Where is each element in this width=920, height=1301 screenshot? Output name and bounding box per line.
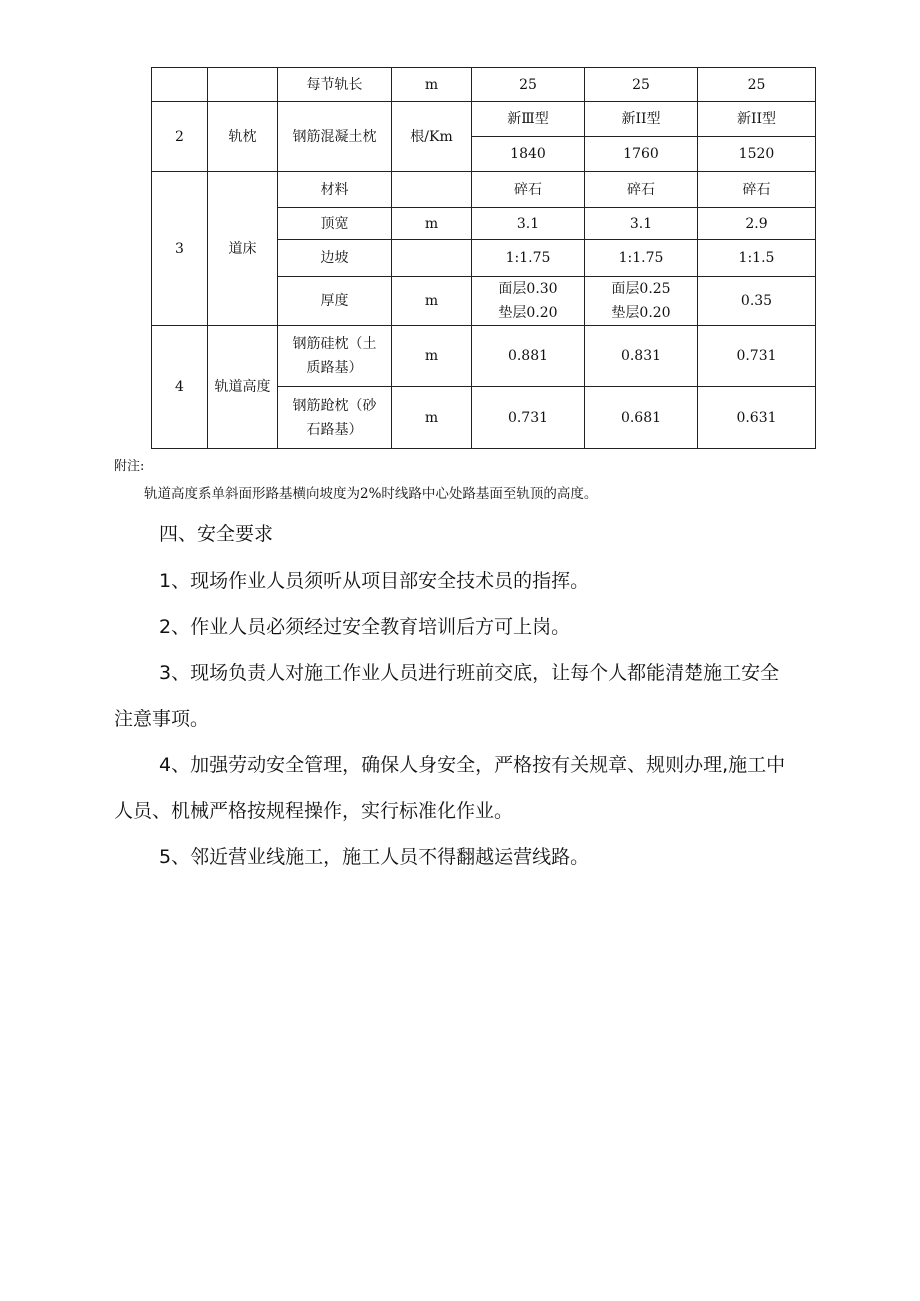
table-cell: 道床 (208, 172, 278, 326)
table-cell: 碎石 (698, 172, 816, 208)
table-cell: 1:1.75 (585, 240, 698, 277)
table-cell: 3.1 (585, 208, 698, 240)
section-heading (114, 511, 874, 557)
table-cell (278, 387, 392, 449)
table-cell: m (392, 208, 472, 240)
requirement-text-line2: 注意事项。 (114, 708, 210, 730)
requirement-text-line1: 4、加强劳动安全管理，确保人身安全，严格按有关规章、规则办理,施工中 (159, 754, 786, 776)
table-cell: 0.35 (698, 277, 816, 326)
table-cell (392, 172, 472, 208)
table-cell (152, 68, 208, 102)
table-row-track-height-soil (152, 326, 816, 387)
table-cell: 25 (585, 68, 698, 102)
table-cell: 钢筋混凝土枕 (278, 102, 392, 172)
table-cell: 0.631 (698, 387, 816, 449)
table-cell: 轨道高度 (208, 326, 278, 449)
table-cell (472, 277, 585, 326)
table-row-rail-length (152, 68, 816, 102)
table-cell: 2 (152, 102, 208, 172)
table-row-ballast-material (152, 172, 816, 208)
requirement-text-line1: 3、现场负责人对施工作业人员进行班前交底，让每个人都能清楚施工安全 (159, 662, 780, 684)
table-cell: 1:1.5 (698, 240, 816, 277)
table-cell: 0.731 (698, 326, 816, 387)
table-cell: 25 (698, 68, 816, 102)
table-cell: 材料 (278, 172, 392, 208)
note-title: 附注: (114, 459, 145, 474)
cell-line: 面层0.25 (611, 281, 671, 297)
table-cell: 3 (152, 172, 208, 326)
cell-line: 石路基） (306, 421, 363, 438)
table-cell: 根/Km (392, 102, 472, 172)
table-cell: 顶宽 (278, 208, 392, 240)
requirement-text: 2、作业人员必须经过安全教育培训后方可上岗。 (159, 616, 571, 638)
requirement-item-4 (114, 742, 874, 834)
table-cell: 3.1 (472, 208, 585, 240)
table-cell: 1760 (585, 137, 698, 172)
table-cell: m (392, 326, 472, 387)
table-cell: 25 (472, 68, 585, 102)
table-cell: 新Ⅲ型 (472, 102, 585, 137)
note-body: 轨道高度系单斜面形路基横向坡度为2%时线路中心处路基面至轨顶的高度。 (144, 486, 598, 502)
table-cell: 边坡 (278, 240, 392, 277)
requirement-item-1 (114, 558, 874, 604)
table-cell (278, 326, 392, 387)
table-cell: 0.881 (472, 326, 585, 387)
cell-line: 垫层0.20 (611, 305, 671, 321)
table-cell (392, 240, 472, 277)
requirement-text: 5、邻近营业线施工，施工人员不得翻越运营线路。 (159, 846, 590, 868)
table-cell: 1840 (472, 137, 585, 172)
track-spec-table (151, 67, 816, 449)
table-cell: 2.9 (698, 208, 816, 240)
cell-line: 面层0.30 (498, 281, 558, 297)
table-cell: 厚度 (278, 277, 392, 326)
table-cell: 0.681 (585, 387, 698, 449)
table-cell: m (392, 68, 472, 102)
table-row-sleeper-type (152, 102, 816, 137)
requirement-item-3 (114, 650, 874, 742)
table-cell: m (392, 277, 472, 326)
table-cell: 0.731 (472, 387, 585, 449)
table-cell: m (392, 387, 472, 449)
cell-line: 垫层0.20 (498, 305, 558, 321)
table-cell: 轨枕 (208, 102, 278, 172)
table-cell: 1:1.75 (472, 240, 585, 277)
table-cell (208, 68, 278, 102)
table-cell: 碎石 (472, 172, 585, 208)
cell-line: 质路基） (306, 360, 363, 376)
requirement-item-2 (114, 604, 874, 650)
requirement-item-5 (114, 834, 874, 880)
cell-line: 钢筋硅枕（土 (292, 336, 377, 352)
table-cell: 碎石 (585, 172, 698, 208)
table-cell: 新II型 (585, 102, 698, 137)
cell-line: 钢筋跄枕（砂 (292, 397, 377, 414)
table-cell: 4 (152, 326, 208, 449)
table-cell: 0.831 (585, 326, 698, 387)
section-heading-text: 四、安全要求 (159, 523, 274, 545)
table-cell: 1520 (698, 137, 816, 172)
table-cell (585, 277, 698, 326)
table-cell: 新II型 (698, 102, 816, 137)
table-cell: 每节轨长 (278, 68, 392, 102)
requirement-text: 1、现场作业人员须听从项目部安全技术员的指挥。 (159, 570, 590, 592)
requirement-text-line2: 人员、机械严格按规程操作，实行标准化作业。 (114, 800, 514, 822)
